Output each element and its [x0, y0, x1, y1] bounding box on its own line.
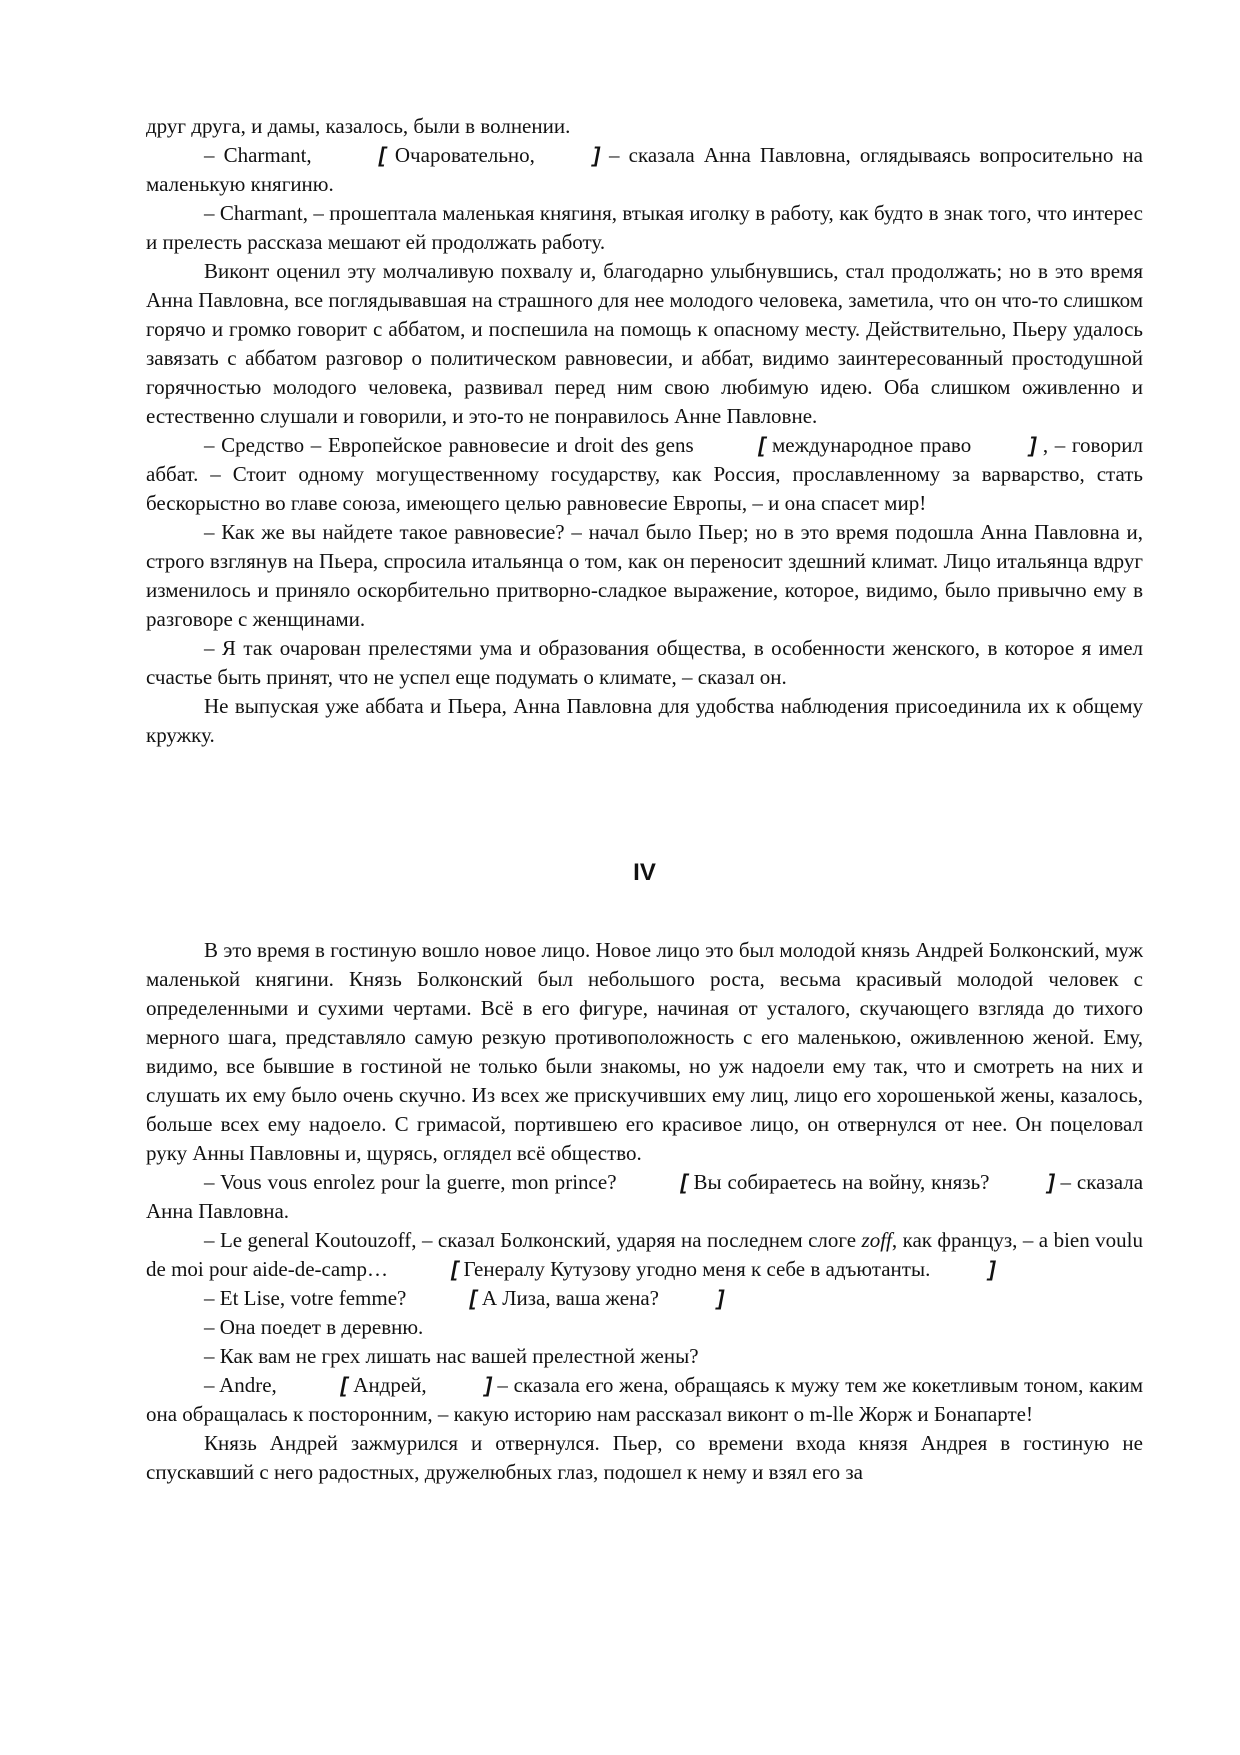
italic-text: zoff [861, 1228, 892, 1252]
text-fragment: – сказала Анна Павловна. [146, 1170, 1144, 1223]
translation-text: Генералу Кутузову угодно меня к себе в адъютанты. [463, 1257, 931, 1281]
text-fragment: – Charmant, [204, 143, 312, 167]
text-fragment: – Et Lise, votre femme? [204, 1286, 407, 1310]
paragraph [146, 1168, 1143, 1226]
translation-bracket-open: [ [451, 1258, 459, 1281]
translation-bracket-open: [ [469, 1287, 477, 1310]
paragraph: – Я так очарован прелестями ума и образования общества, в особенности женского, в которое я имел счастье быть принят, что не успел еще подумать о климате, – сказал он. [146, 636, 1143, 689]
text-fragment: – Средство – Европейское равновесие и droit des gens [204, 433, 694, 457]
translation-bracket-close: ] [717, 1287, 724, 1310]
translation-bracket-open: [ [758, 434, 766, 457]
paragraph: Виконт оценил эту молчаливую похвалу и, благодарно улыбнувшись, стал продолжать; но в это время Анна Павловна, все поглядывавшая на страшного для нее молодого человека, заметила, что он что-то слишком горячо и громко говорит с аббатом, и поспешила на помощь к опасному месту. Действительно, Пьеру удалось завязать с аббатом разговор о политическом равновесии, и аббат, видимо заинтересованный простодушной горячностью молодого человека, развивал перед ним свою любимую идею. Оба слишком оживленно и естественно слушали и говорили, и это-то не понравилось Анне Павловне. [146, 259, 1143, 428]
text-fragment: , – говорил аббат. – Стоит одному могущественному государству, как Россия, прославленному за варварство, стать бескорыстно во главе союза, имеющего целью равновесие Европы, – и она спасет мир! [146, 433, 1144, 515]
chapter-heading: IV [633, 859, 656, 886]
text-fragment: – Vous vous enrolez pour la guerre, mon prince? [204, 1170, 617, 1194]
translation-bracket-close: ] [592, 144, 600, 167]
translation-bracket-close: ] [484, 1374, 492, 1397]
page [146, 112, 1143, 1487]
translation-bracket-open: [ [378, 144, 386, 167]
text-fragment: , как француз, – a bien voulu de moi pour aide-de-camp… [146, 1228, 1144, 1281]
paragraph [146, 141, 1143, 199]
translation-bracket-open: [ [680, 1171, 688, 1194]
paragraph: друг друга, и дамы, казалось, были в волнении. [146, 114, 571, 138]
paragraph: В это время в гостиную вошло новое лицо. Новое лицо это был молодой князь Андрей Болконский, муж маленькой княгини. Князь Болконский был небольшого роста, весьма красивый молодой человек с определенными и сухими чертами. Всё в его фигуре, начиная от усталого, скучающего взгляда до тихого мерного шага, представляло самую резкую противоположность с его маленькою, оживленною женой. Ему, видимо, все бывшие в гостиной не только были знакомы, но уж надоели ему так, что и смотреть на них и слушать их ему было очень скучно. Из всех же прискучивших ему лиц, лицо его хорошенькой жены, казалось, больше всех ему надоело. С гримасой, портившею его красивое лицо, он отвернулся от нее. Он поцеловал руку Анны Павловны и, щурясь, оглядел всё общество. [146, 938, 1143, 1165]
paragraph: – Она поедет в деревню. [204, 1315, 424, 1339]
translation-bracket-close: ] [1047, 1171, 1055, 1194]
translation-bracket-close: ] [988, 1258, 996, 1281]
translation-text: Андрей, [353, 1373, 427, 1397]
translation-text: А Лиза, ваша жена? [481, 1286, 659, 1310]
text-fragment: – сказала Анна Павловна, оглядываясь вопросительно на маленькую княгиню. [146, 143, 1144, 196]
translation-bracket-close: ] [1029, 434, 1037, 457]
paragraph [146, 1284, 1143, 1313]
paragraph: – Как же вы найдете такое равновесие? – начал было Пьер; но в это время подошла Анна Павловна и, строго взглянув на Пьера, спросила итальянца о том, как он переносит здешний климат. Лицо итальянца вдруг изменилось и приняло оскорбительно притворно-сладкое выражение, которое, видимо, было привычно ему в разговоре с женщинами. [146, 520, 1143, 631]
text-fragment: – сказала его жена, обращаясь к мужу тем же кокетливым тоном, каким она обращалась к посторонним, – какую историю нам рассказал виконт о m-lle Жорж и Бонапарте! [146, 1373, 1144, 1426]
paragraph [146, 1371, 1143, 1429]
paragraph [146, 431, 1143, 518]
translation-text: международное право [771, 433, 972, 457]
paragraph [146, 1226, 1143, 1284]
paragraph: – Как вам не грех лишать нас вашей прелестной жены? [204, 1344, 699, 1368]
text-fragment: – Andre, [204, 1373, 277, 1397]
paragraph: Князь Андрей зажмурился и отвернулся. Пьер, со времени входа князя Андрея в гостиную не спускавший с него радостных, дружелюбных глаз, подошел к нему и взял его за [146, 1431, 1143, 1484]
text-fragment: – Le general Koutouzoff, – сказал Болконский, ударяя на последнем слоге [204, 1228, 857, 1252]
translation-text: Вы собираетесь на войну, князь? [693, 1170, 990, 1194]
translation-text: Очаровательно, [394, 143, 535, 167]
paragraph: – Charmant, – прошептала маленькая княгиня, втыкая иголку в работу, как будто в знак того, что интерес и прелесть рассказа мешают ей продолжать работу. [146, 201, 1143, 254]
paragraph: Не выпуская уже аббата и Пьера, Анна Павловна для удобства наблюдения присоединила их к общему кружку. [146, 694, 1143, 747]
translation-bracket-open: [ [340, 1374, 348, 1397]
